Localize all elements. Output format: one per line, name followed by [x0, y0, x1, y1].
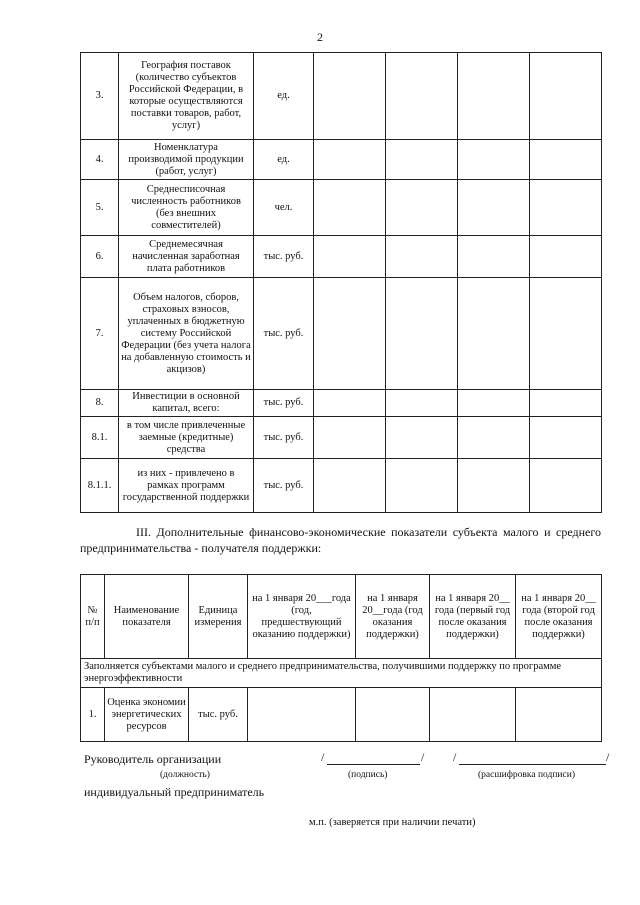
value-cell[interactable]	[458, 278, 530, 390]
value-cell[interactable]	[386, 140, 458, 180]
header-row	[81, 575, 602, 659]
indicator-name: География поставок (количество субъектов Российской Федерации, в которые осуществляются поставки товаров, работ, услуг)	[119, 53, 254, 140]
value-cell[interactable]	[530, 140, 602, 180]
entrepreneur-label: индивидуальный предприниматель	[84, 785, 265, 799]
table-row	[81, 140, 602, 180]
value-cell[interactable]	[530, 236, 602, 278]
header-num: № п/п	[81, 575, 105, 659]
slash: /	[606, 750, 610, 764]
value-cell[interactable]	[386, 390, 458, 417]
table-row	[81, 53, 602, 140]
row-number: 4.	[81, 140, 119, 180]
value-cell[interactable]	[314, 417, 386, 459]
value-cell[interactable]	[386, 417, 458, 459]
page-number: 2	[317, 30, 323, 44]
value-cell[interactable]	[530, 390, 602, 417]
value-cell[interactable]	[314, 236, 386, 278]
value-cell[interactable]	[458, 180, 530, 236]
indicator-name: Номенклатура производимой продукции (работ, услуг)	[119, 140, 254, 180]
decode-caption: (расшифровка подписи)	[478, 770, 575, 780]
indicator-name: Инвестиции в основной капитал, всего:	[119, 390, 254, 417]
value-cell[interactable]	[314, 278, 386, 390]
indicator-name: Среднемесячная начисленная заработная плата работников	[119, 236, 254, 278]
stamp-label: м.п. (заверяется при наличии печати)	[309, 817, 476, 828]
table-row	[81, 278, 602, 390]
value-cell[interactable]	[314, 53, 386, 140]
head-label: Руководитель организации	[84, 752, 222, 766]
unit-cell: ед.	[254, 53, 314, 140]
row-number: 5.	[81, 180, 119, 236]
unit-cell: тыс. руб.	[189, 688, 248, 742]
value-cell[interactable]	[314, 180, 386, 236]
unit-cell: чел.	[254, 180, 314, 236]
note-cell: Заполняется субъектами малого и среднего предпринимательства, получившими поддержку по программе энергоэффективности	[81, 659, 602, 688]
value-cell[interactable]	[314, 390, 386, 417]
slash: /	[453, 750, 457, 764]
header-year-second: на 1 января 20__ года (второй год после оказания поддержки)	[516, 575, 602, 659]
value-cell[interactable]	[458, 459, 530, 513]
value-cell[interactable]	[516, 688, 602, 742]
header-year-support: на 1 января 20__года (год оказания поддержки)	[356, 575, 430, 659]
table-row	[81, 236, 602, 278]
table-row	[81, 180, 602, 236]
unit-cell: тыс. руб.	[254, 459, 314, 513]
value-cell[interactable]	[458, 140, 530, 180]
position-caption: (должность)	[160, 770, 210, 780]
value-cell[interactable]	[314, 459, 386, 513]
unit-cell: тыс. руб.	[254, 417, 314, 459]
value-cell[interactable]	[356, 688, 430, 742]
value-cell[interactable]	[458, 236, 530, 278]
header-year-first: на 1 января 20__ года (первый год после оказания поддержки)	[430, 575, 516, 659]
row-number: 3.	[81, 53, 119, 140]
additional-indicators-table	[80, 574, 602, 742]
row-number: 8.	[81, 390, 119, 417]
slash: /	[321, 750, 325, 764]
value-cell[interactable]	[458, 390, 530, 417]
indicator-name: Среднесписочная численность работников (без внешних совместителей)	[119, 180, 254, 236]
unit-cell: тыс. руб.	[254, 236, 314, 278]
indicator-name: Объем налогов, сборов, страховых взносов, уплаченных в бюджетную систему Российской Федерации (без учета налога на добавленную стоимость и акцизов)	[119, 278, 254, 390]
indicators-table	[80, 52, 602, 513]
value-cell[interactable]	[530, 180, 602, 236]
indicator-name: Оценка экономии энергетических ресурсов	[105, 688, 189, 742]
value-cell[interactable]	[248, 688, 356, 742]
section-heading	[80, 524, 601, 556]
row-number: 6.	[81, 236, 119, 278]
table-row	[81, 390, 602, 417]
value-cell[interactable]	[530, 459, 602, 513]
slash: /	[421, 750, 425, 764]
table-row	[81, 459, 602, 513]
row-number: 8.1.1.	[81, 459, 119, 513]
value-cell[interactable]	[458, 53, 530, 140]
indicator-name: из них - привлечено в рамках программ государственной поддержки	[119, 459, 254, 513]
unit-cell: ед.	[254, 140, 314, 180]
indicator-name: в том числе привлеченные заемные (кредитные) средства	[119, 417, 254, 459]
unit-cell: тыс. руб.	[254, 390, 314, 417]
row-number: 8.1.	[81, 417, 119, 459]
value-cell[interactable]	[530, 53, 602, 140]
value-cell[interactable]	[386, 278, 458, 390]
value-cell[interactable]	[386, 180, 458, 236]
row-number: 1.	[81, 688, 105, 742]
value-cell[interactable]	[386, 236, 458, 278]
value-cell[interactable]	[314, 140, 386, 180]
value-cell[interactable]	[386, 459, 458, 513]
value-cell[interactable]	[386, 53, 458, 140]
decode-line[interactable]	[459, 764, 606, 765]
value-cell[interactable]	[530, 417, 602, 459]
note-row	[81, 659, 602, 688]
signature-caption: (подпись)	[348, 770, 388, 780]
value-cell[interactable]	[430, 688, 516, 742]
header-name: Наименование показателя	[105, 575, 189, 659]
signature-line[interactable]	[327, 764, 420, 765]
header-unit: Единица измерения	[189, 575, 248, 659]
value-cell[interactable]	[530, 278, 602, 390]
table-row	[81, 688, 602, 742]
value-cell[interactable]	[458, 417, 530, 459]
unit-cell: тыс. руб.	[254, 278, 314, 390]
section-title-text: III. Дополнительные финансово-экономические показатели субъекта малого и среднего предпринимательства - получателя поддержки:	[80, 525, 601, 555]
table-row	[81, 417, 602, 459]
header-year-prior: на 1 января 20___года (год, предшествующий оказанию поддержки)	[248, 575, 356, 659]
row-number: 7.	[81, 278, 119, 390]
